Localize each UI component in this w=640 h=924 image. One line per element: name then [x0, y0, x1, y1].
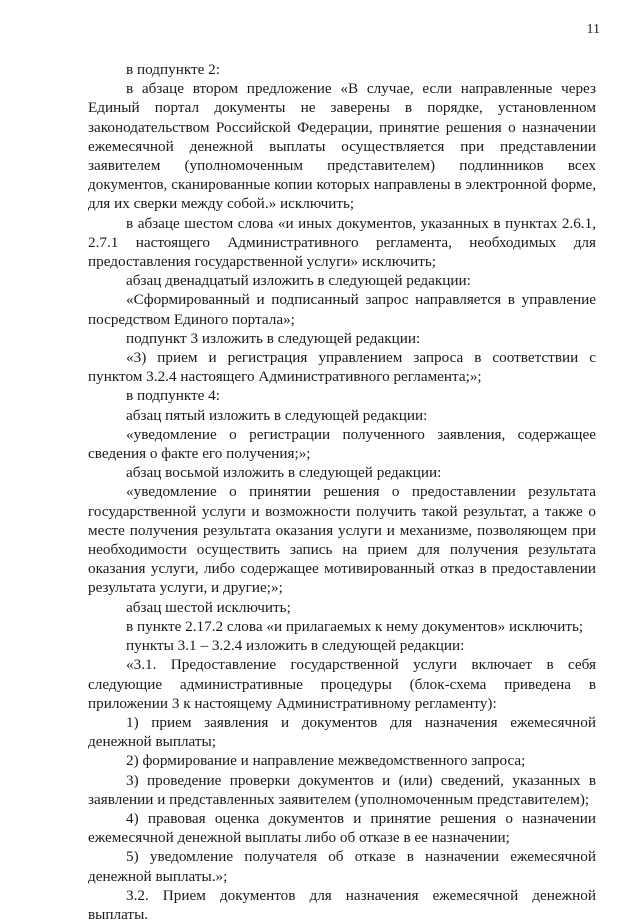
paragraph: в подпункте 2:: [126, 61, 220, 78]
paragraph: абзац пятый изложить в следующей редакции:: [126, 406, 428, 424]
paragraph: в пункте 2.17.2 слова «и прилагаемых к нему документов» исключить;: [126, 617, 584, 635]
paragraph: абзац восьмой изложить в следующей редакции:: [126, 464, 442, 482]
paragraph: «Сформированный и подписанный запрос направляется в управление посредством Единого портала»;: [88, 291, 596, 328]
list-item: 3) проведение проверки документов и (или) сведений, указанных в заявлении и представленных заявителем (уполномоченным представителем);: [88, 771, 596, 808]
paragraph: в абзаце шестом слова «и иных документов, указанных в пунктах 2.6.1, 2.7.1 настоящего Административного регламента, необходимых для предоставления государственной услуги» исключить;: [88, 214, 596, 271]
paragraph: 3.2. Прием документов для назначения ежемесячной денежной выплаты.: [88, 886, 596, 923]
paragraph: пункты 3.1 – 3.2.4 изложить в следующей редакции:: [126, 637, 465, 655]
paragraph: в абзаце втором предложение «В случае, если направленные через Единый портал документы не заверены в порядке, установленном законодательством Российской Федерации, принятие решения о назначении ежемесячной денежной выплаты осуществляется при представлении заявителем (уполномоченным представителем) подлинников всех документов, сканированные копии которых направлены в электронной форме, для их сверки между собой.» исключить;: [88, 80, 596, 213]
page-number: 11: [586, 22, 600, 37]
paragraph: абзац двенадцатый изложить в следующей редакции:: [126, 272, 471, 290]
list-item: 4) правовая оценка документов и принятие решения о назначении ежемесячной денежной выплаты либо об отказе в ее назначении;: [88, 809, 596, 847]
list-item: 1) прием заявления и документов для назначения ежемесячной денежной выплаты;: [88, 713, 596, 751]
paragraph: «3) прием и регистрация управлением запроса в соответствии с пунктом 3.2.4 настоящего Административного регламента;»;: [88, 349, 596, 386]
paragraph: абзац шестой исключить;: [126, 598, 291, 616]
paragraph: «уведомление о принятии решения о предоставлении результата государственной услуги и возможности получить такой результат, а также о месте получения результата оказания услуги и механизме, позволяющем при необходимости осуществить запись на прием для получения результата оказания услуги, либо содержащее мотивированный отказ в предоставлении результата услуги, и другие;»;: [88, 483, 596, 597]
document-body: [88, 60, 596, 924]
paragraph: «3.1. Предоставление государственной услуги включает в себя следующие административные процедуры (блок-схема приведена в приложении 3 к настоящему Административному регламенту):: [88, 656, 596, 712]
list-item: 5) уведомление получателя об отказе в назначении ежемесячной денежной выплаты.»;: [88, 848, 596, 885]
paragraph: «уведомление о регистрации полученного заявления, содержащее сведения о факте его получения;»;: [88, 425, 596, 463]
list-item: 2) формирование и направление межведомственного запроса;: [126, 752, 526, 770]
paragraph: в подпункте 4:: [126, 387, 220, 405]
paragraph: подпункт 3 изложить в следующей редакции:: [126, 329, 421, 347]
